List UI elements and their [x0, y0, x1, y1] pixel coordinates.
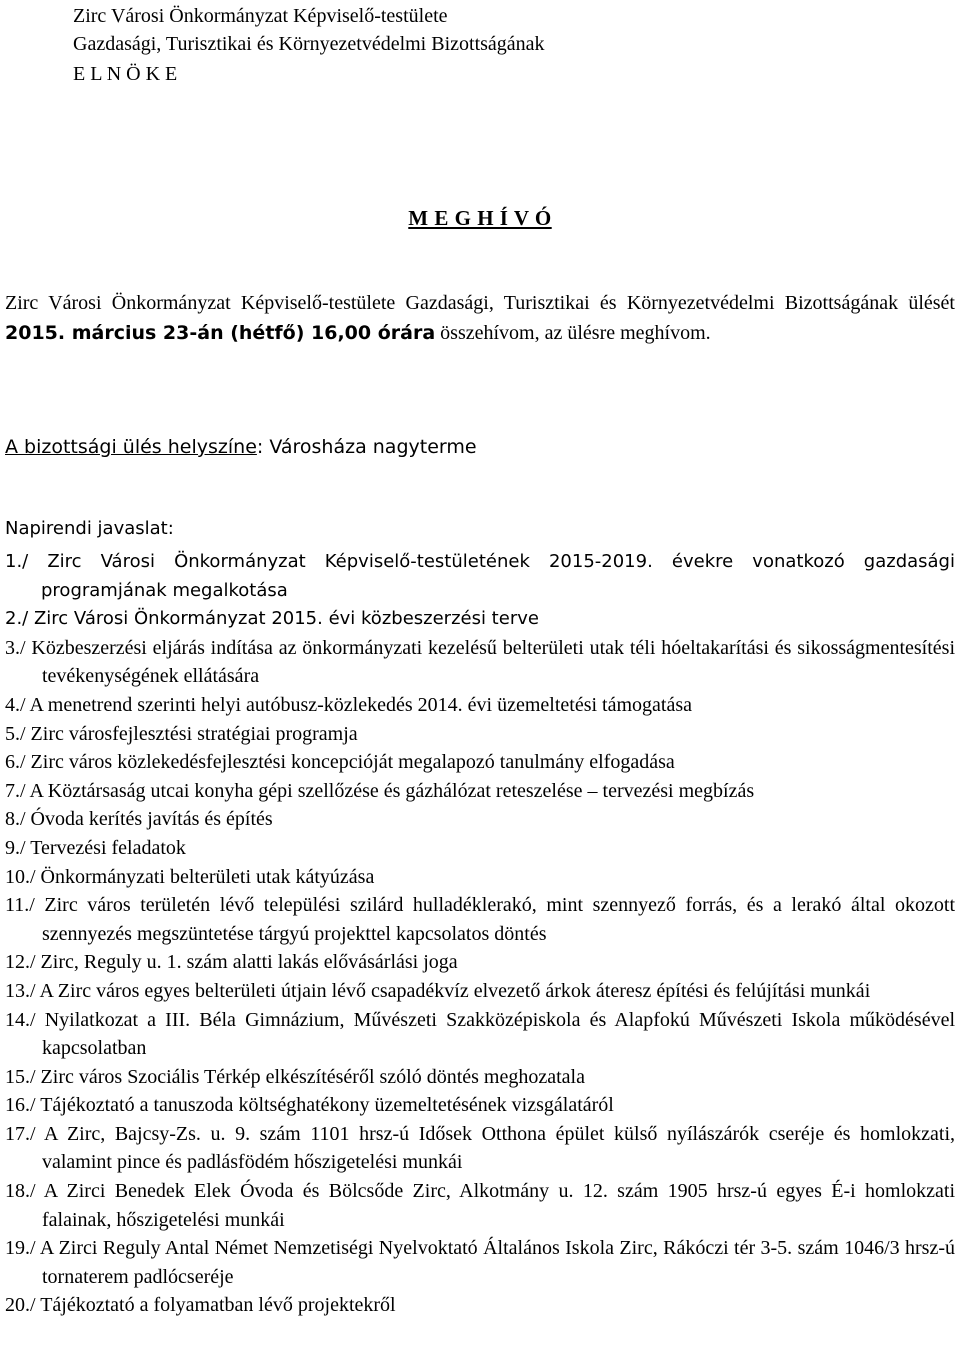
agenda-label: Napirendi javaslat:: [5, 518, 174, 539]
agenda-item: 7./ A Köztársaság utcai konyha gépi szellőzése és gázhálózat reteszelése – tervezési megbízás: [5, 779, 755, 802]
agenda-item: 18./ A Zirci Benedek Elek Óvoda és Bölcsőde Zirc, Alkotmány u. 12. szám 1905 hrsz-ú egyes É-i homlokzati falainak, hőszigetelési munkái: [5, 1180, 955, 1231]
agenda-item: 20./ Tájékoztató a folyamatban lévő projektekről: [5, 1294, 396, 1317]
venue-line: [5, 436, 477, 458]
agenda-item: 17./ A Zirc, Bajcsy-Zs. u. 9. szám 1101 hrsz-ú Idősek Otthona épület külső nyílászárók cseréje és homlokzati, valamint pince és padlásfödém hőszigetelési munkái: [5, 1122, 955, 1174]
agenda-item: 9./ Tervezési feladatok: [5, 836, 186, 859]
agenda-item: 4./ A menetrend szerinti helyi autóbusz-közlekedés 2014. évi üzemeltetési támogatása: [5, 693, 693, 716]
intro-text-after: összehívom, az ülésre meghívom.: [435, 322, 711, 344]
agenda-item: 6./ Zirc város közlekedésfejlesztési koncepcióját megalapozó tanulmány elfogadása: [5, 751, 675, 774]
agenda-item: 10./ Önkormányzati belterületi utak kátyúzása: [5, 865, 375, 888]
agenda-item: 11./ Zirc város területén lévő települési szilárd hulladéklerakó, mint szennyező forrás, és a lerakó által okozott szennyezés megszüntetése tárgyú projekttel kapcsolatos döntés: [5, 894, 955, 945]
header-role: E L N Ö K E: [73, 63, 178, 85]
meeting-date: 2015. március 23-án (hétfő) 16,00 órára: [5, 322, 436, 344]
intro-paragraph: [5, 288, 955, 348]
agenda-item: 5./ Zirc városfejlesztési stratégiai programja: [5, 722, 358, 745]
agenda-item: 8./ Óvoda kerítés javítás és építés: [5, 808, 273, 831]
venue-value: : Városháza nagyterme: [256, 436, 477, 458]
header-org: Zirc Városi Önkormányzat Képviselő-testülete: [73, 5, 448, 27]
venue-label: A bizottsági ülés helyszíne: [5, 436, 257, 458]
agenda-item: 1./ Zirc Városi Önkormányzat Képviselő-testületének 2015-2019. évekre vonatkozó gazdasági programjának megalkotása: [5, 551, 955, 601]
intro-text-before: Zirc Városi Önkormányzat Képviselő-testülete Gazdasági, Turisztikai és Környezetvédelmi Bizottságának ülését: [5, 292, 955, 314]
header-committee: Gazdasági, Turisztikai és Környezetvédelmi Bizottságának: [73, 33, 545, 55]
agenda-item: 19./ A Zirci Reguly Antal Német Nemzetiségi Nyelvoktató Általános Iskola Zirc, Rákóczi tér 3-5. szám 1046/3 hrsz-ú tornaterem padlócseréje: [5, 1237, 955, 1288]
agenda-item: 15./ Zirc város Szociális Térkép elkészítéséről szóló döntés meghozatala: [5, 1065, 585, 1088]
agenda-item: 12./ Zirc, Reguly u. 1. szám alatti lakás elővásárlási joga: [5, 951, 458, 974]
agenda-item: 2./ Zirc Városi Önkormányzat 2015. évi közbeszerzési terve: [5, 608, 539, 630]
agenda-item: 13./ A Zirc város egyes belterületi útjain lévő csapadékvíz elvezető árkok áteresz építési és felújítási munkái: [5, 979, 871, 1002]
agenda-item: 14./ Nyilatkozat a III. Béla Gimnázium, Művészeti Szakközépiskola és Alapfokú Művészeti Iskola működésével kapcsolatban: [5, 1008, 955, 1060]
agenda-item: 3./ Közbeszerzési eljárás indítása az önkormányzati kezelésű belterületi utak téli hóeltakarítási és sikosságmentesítési tevékenységének ellátására: [5, 636, 955, 688]
agenda-list: [5, 548, 955, 1320]
page-title: M E G H Í V Ó: [408, 206, 552, 230]
agenda-item: 16./ Tájékoztató a tanuszoda költséghatékony üzemeltetésének vizsgálatáról: [5, 1094, 614, 1117]
